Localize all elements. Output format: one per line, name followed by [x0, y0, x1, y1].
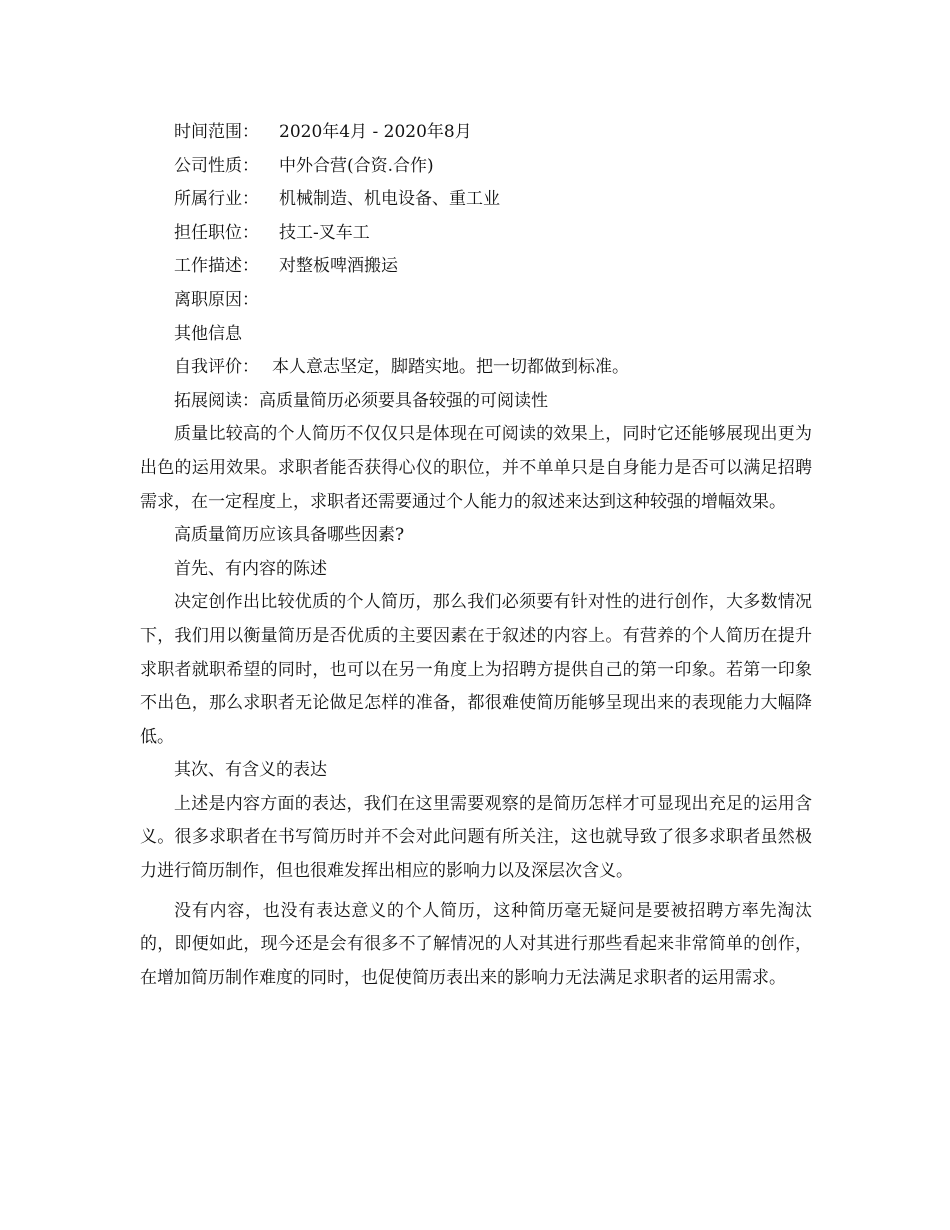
industry-row	[140, 183, 812, 217]
self-evaluation-label: 自我评价：	[174, 357, 259, 378]
industry-value: 机械制造、机电设备、重工业	[279, 189, 500, 210]
job-description-value: 对整板啤酒搬运	[279, 256, 398, 277]
time-range-value: 2020年4月 - 2020年8月	[279, 122, 472, 142]
self-evaluation-value: 本人意志坚定，脚踏实地。把一切都做到标准。	[272, 357, 629, 378]
article-heading-first: 首先、有内容的陈述	[174, 558, 327, 579]
leave-reason-label: 离职原因：	[174, 289, 259, 310]
article-heading-second: 其次、有含义的表达	[174, 760, 327, 781]
article-paragraph-4: 没有内容，也没有表达意义的个人简历，这种简历毫无疑问是要被招聘方率先淘汰的，即便如此，现今还是会有很多不了解情况的人对其进行那些看起来非常简单的创作，在增加简历制作难度的同时，也促使简历表出来的影响力无法满足求职者的运用需求。	[140, 900, 812, 988]
company-type-value: 中外合营(合资.合作)	[279, 155, 434, 176]
company-type-row	[140, 150, 812, 184]
other-info-row	[140, 318, 812, 352]
other-info-label: 其他信息	[174, 323, 242, 344]
company-type-label: 公司性质：	[174, 155, 259, 176]
article-paragraph-2: 决定创作出比较优质的个人简历，那么我们必须要有针对性的进行创作，大多数情况下，我们用以衡量简历是否优质的主要因素在于叙述的内容上。有营养的个人简历在提升求职者就职希望的同时，也可以在另一角度上为招聘方提供自己的第一印象。若第一印象不出色，那么求职者无论做足怎样的准备，都很难使简历能够呈现出来的表现能力大幅降低。	[140, 592, 812, 747]
extended-reading-row	[140, 385, 812, 419]
self-evaluation-row	[140, 351, 812, 385]
article-paragraph-1: 质量比较高的个人简历不仅仅只是体现在可阅读的效果上，同时它还能够展现出更为出色的运用效果。求职者能否获得心仪的职位，并不单单只是自身能力是否可以满足招聘需求，在一定程度上，求职者还需要通过个人能力的叙述来达到这种较强的增幅效果。	[140, 424, 812, 512]
position-value: 技工-叉车工	[279, 222, 370, 243]
job-description-label: 工作描述：	[174, 256, 259, 277]
time-range-row	[140, 116, 812, 150]
article-paragraph-3: 上述是内容方面的表达，我们在这里需要观察的是简历怎样才可显现出充足的运用含义。很多求职者在书写简历时并不会对此问题有所关注，这也就导致了很多求职者虽然极力进行简历制作，但也很难发挥出相应的影响力以及深层次含义。	[140, 793, 812, 882]
extended-reading-title: 拓展阅读：高质量简历必须要具备较强的可阅读性	[174, 390, 548, 411]
time-range-label: 时间范围：	[174, 122, 259, 142]
job-description-row	[140, 250, 812, 284]
article-question: 高质量简历应该具备哪些因素?	[174, 525, 405, 546]
position-label: 担任职位：	[174, 222, 259, 243]
industry-label: 所属行业：	[174, 189, 259, 210]
position-row	[140, 217, 812, 251]
document-content	[140, 116, 812, 995]
leave-reason-row	[140, 284, 812, 318]
